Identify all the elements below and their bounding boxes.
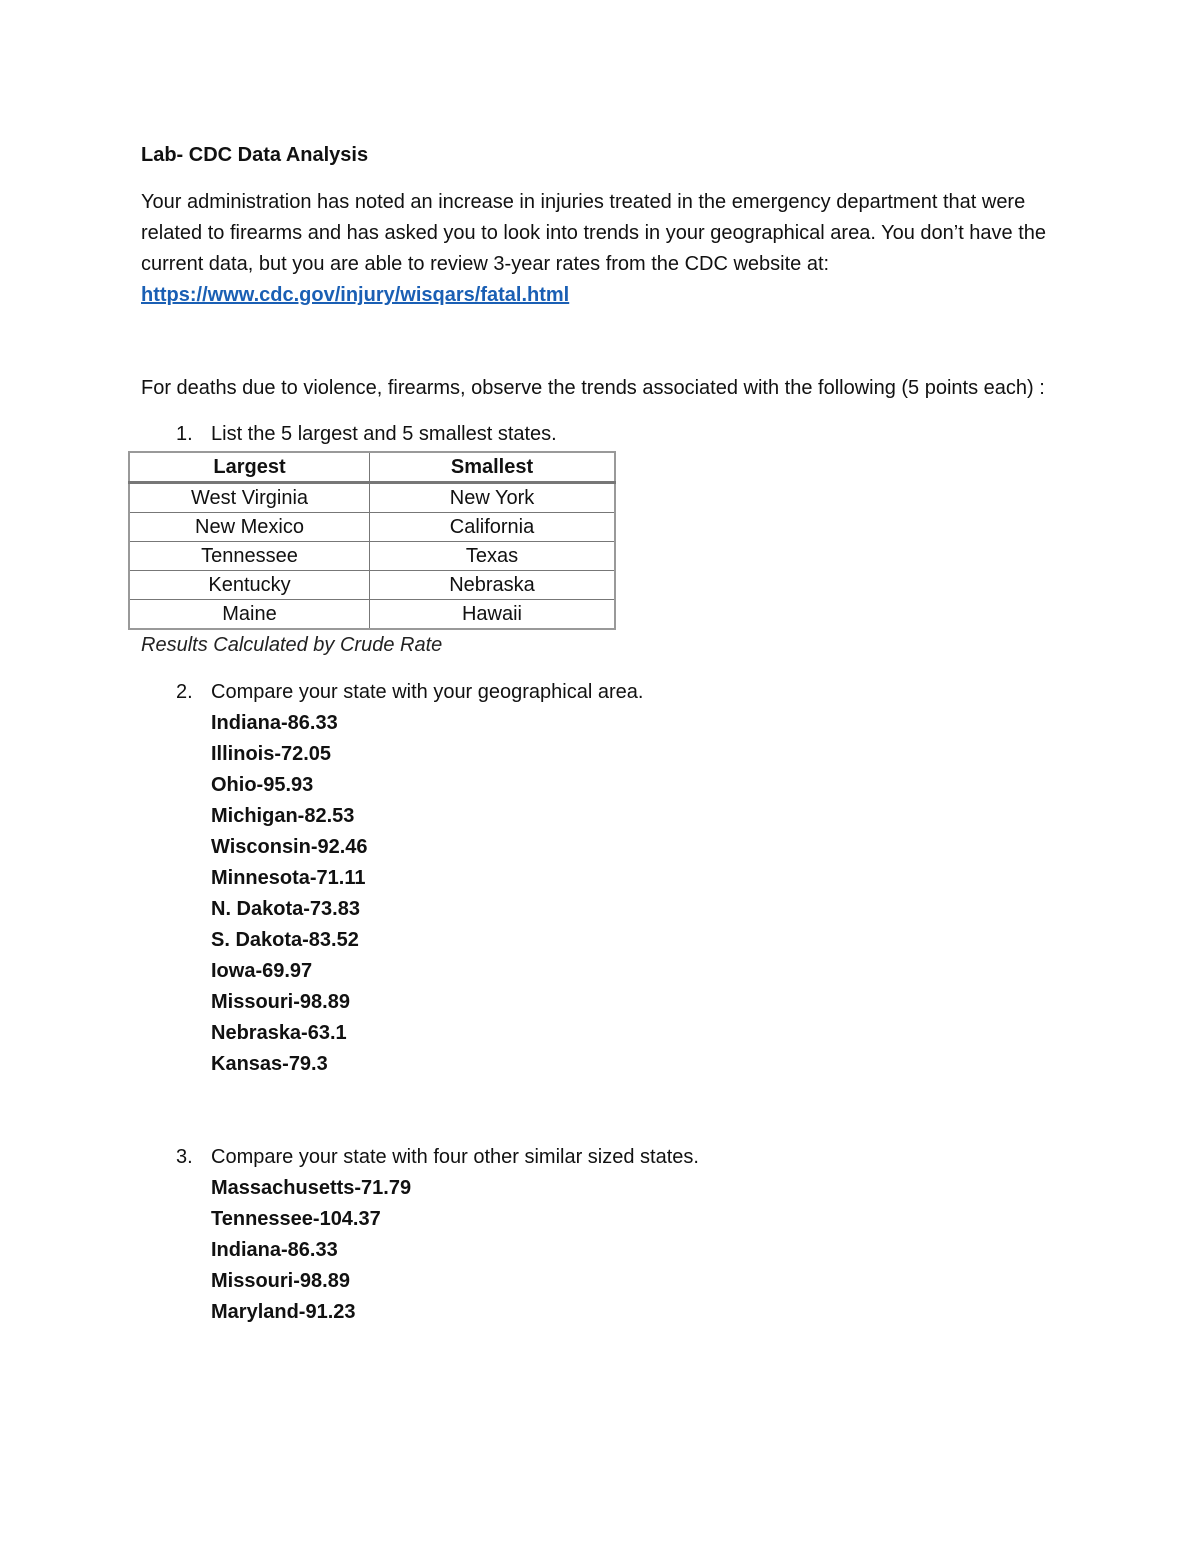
spacer xyxy=(141,311,1071,373)
table-row xyxy=(129,571,615,600)
list-item: Kansas-79.3 xyxy=(211,1053,328,1075)
question-1 xyxy=(141,419,1071,450)
question-2-text: Compare your state with your geographical area. xyxy=(211,681,644,703)
intro-text: Your administration has noted an increase in injuries treated in the emergency department that were related to firearms and has asked you to look into trends in your geographical area. You don’t have the current data, but you are able to review 3-year rates from the CDC website at: xyxy=(141,191,1047,275)
list-item: Missouri-98.89 xyxy=(211,1270,350,1292)
table-header-row xyxy=(129,452,615,483)
list-item: Minnesota-71.11 xyxy=(211,867,366,889)
geographic-area-list xyxy=(141,708,1071,1080)
question-2 xyxy=(141,677,1071,708)
instruction-paragraph: For deaths due to violence, firearms, observe the trends associated with the following (5 points each) : xyxy=(141,377,1045,399)
table-header-smallest: Smallest xyxy=(370,452,616,483)
question-2-number: 2. xyxy=(176,681,193,703)
list-item: Michigan-82.53 xyxy=(211,805,355,827)
intro-paragraph xyxy=(141,187,1071,311)
list-item: Nebraska-63.1 xyxy=(211,1022,347,1044)
document-title: Lab- CDC Data Analysis xyxy=(141,144,369,166)
spacer xyxy=(141,1080,1071,1142)
table-row xyxy=(129,483,615,513)
list-item: S. Dakota-83.52 xyxy=(211,929,359,951)
table-cell-largest: West Virginia xyxy=(129,483,370,513)
table-row xyxy=(129,542,615,571)
list-item: Missouri-98.89 xyxy=(211,991,350,1013)
document-page xyxy=(141,140,1071,1328)
table-cell-smallest: Texas xyxy=(370,542,616,571)
table-row xyxy=(129,600,615,630)
list-item: Indiana-86.33 xyxy=(211,1239,338,1261)
table-header-largest: Largest xyxy=(129,452,370,483)
table-cell-smallest: Nebraska xyxy=(370,571,616,600)
list-item: Iowa-69.97 xyxy=(211,960,313,982)
list-item: Illinois-72.05 xyxy=(211,743,332,765)
table-cell-largest: Tennessee xyxy=(129,542,370,571)
table-cell-smallest: Hawaii xyxy=(370,600,616,630)
table-cell-largest: New Mexico xyxy=(129,513,370,542)
table-cell-smallest: New York xyxy=(370,483,616,513)
question-1-text: List the 5 largest and 5 smallest states. xyxy=(211,423,557,445)
list-item: Ohio-95.93 xyxy=(211,774,314,796)
states-table xyxy=(128,451,616,630)
list-item: Maryland-91.23 xyxy=(211,1301,356,1323)
list-item: Massachusetts-71.79 xyxy=(211,1177,412,1199)
list-item: Wisconsin-92.46 xyxy=(211,836,368,858)
table-cell-smallest: California xyxy=(370,513,616,542)
list-item: Indiana-86.33 xyxy=(211,712,338,734)
question-1-number: 1. xyxy=(176,423,193,445)
table-caption: Results Calculated by Crude Rate xyxy=(141,634,443,656)
question-3 xyxy=(141,1142,1071,1173)
list-item: N. Dakota-73.83 xyxy=(211,898,360,920)
cdc-link[interactable]: https://www.cdc.gov/injury/wisqars/fatal.html xyxy=(141,284,570,306)
table-cell-largest: Maine xyxy=(129,600,370,630)
question-3-text: Compare your state with four other similar sized states. xyxy=(211,1146,699,1168)
question-3-number: 3. xyxy=(176,1146,193,1168)
similar-states-list xyxy=(141,1173,1071,1328)
list-item: Tennessee-104.37 xyxy=(211,1208,381,1230)
table-row xyxy=(129,513,615,542)
table-cell-largest: Kentucky xyxy=(129,571,370,600)
